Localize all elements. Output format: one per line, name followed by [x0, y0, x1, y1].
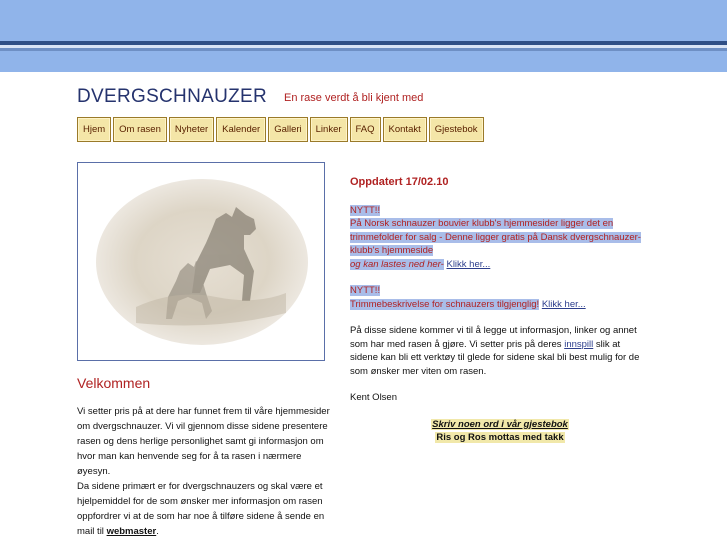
news-heading: NYTT!!: [350, 285, 381, 296]
welcome-paragraph: [77, 479, 332, 539]
nav-item-linker[interactable]: Linker: [310, 117, 348, 142]
news-text-italic: [350, 259, 444, 270]
info-text-part: slik at sidene kan bli ett verktøy til glede for sidene skal bli best mulig for de som ønsker mer viten om rasen.: [350, 338, 640, 377]
header-banner: [0, 0, 727, 72]
news-column: [350, 176, 650, 444]
welcome-text: [77, 404, 332, 539]
welcome-paragraph: Vi setter pris på at dere har funnet frem til våre hjemmesider om dvergschnauzer. Vi vil gjennom disse sidene presentere rasen og dens herlige personlighet samt gi informasjon om hvor man kan henvende seg for å ta rasen i nærmere øyesyn.: [77, 406, 330, 477]
nav-item-galleri[interactable]: Galleri: [268, 117, 307, 142]
info-text: [350, 324, 650, 378]
main-nav: [77, 117, 484, 142]
news-text: Trimmebeskrivelse for schnauzers tilgjenglig!: [350, 298, 540, 310]
banner-stripe: [0, 48, 727, 51]
updated-date: Oppdatert 17/02.10: [350, 176, 449, 188]
site-title: DVERGSCHNAUZER: [77, 86, 267, 107]
nav-item-faq[interactable]: FAQ: [350, 117, 381, 142]
news-heading: NYTT!!: [350, 204, 381, 216]
news-link[interactable]: Klikk her...: [541, 298, 586, 310]
guestbook-cta: [350, 418, 650, 444]
dog-photo: [96, 179, 308, 345]
news-link[interactable]: Klikk her...: [446, 258, 491, 270]
info-text-part: På disse sidene kommer vi til å legge ut informasjon, linker og annet som har med rasen å gjøre. Vi setter pris på deres: [350, 325, 637, 350]
guestbook-link[interactable]: [431, 419, 569, 430]
schnauzer-illustration: [96, 179, 308, 345]
news-italic: og kan lastes ned her-: [350, 258, 444, 270]
signature: Kent Olsen: [350, 392, 397, 403]
welcome-paragraph-text: Da sidene primært er for dvergschnauzers og skal være et hjelpemiddel for de som ønsker mer informasjon om rasen oppfordrer vi at de som har noe å tilføre sidene å sende en mail til: [77, 481, 325, 537]
nav-item-kalender[interactable]: Kalender: [216, 117, 266, 142]
nav-item-om-rasen[interactable]: Om rasen: [113, 117, 167, 142]
nav-item-kontakt[interactable]: Kontakt: [383, 117, 427, 142]
nav-item-hjem[interactable]: Hjem: [77, 117, 111, 142]
nav-item-nyheter[interactable]: Nyheter: [169, 117, 214, 142]
innspill-link[interactable]: innspill: [564, 338, 594, 350]
news-item: [350, 284, 650, 311]
nav-item-gjestebok[interactable]: Gjestebok: [429, 117, 484, 142]
news-text: På Norsk schnauzer bouvier klubb's hjemmesider ligger det en trimmefolder for salg - Denne ligger gratis på Dansk dvergschnauzer-klubb's hjemmeside: [350, 218, 641, 256]
news-item: [350, 204, 650, 272]
site-tagline: En rase verdt å bli kjent med: [284, 92, 424, 104]
webmaster-link[interactable]: webmaster: [106, 526, 157, 537]
welcome-heading: Velkommen: [77, 375, 151, 391]
guestbook-link-text: Skriv noen ord i vår gjestebok: [432, 418, 568, 430]
welcome-paragraph-text: .: [156, 526, 159, 537]
dog-photo-frame: [77, 162, 325, 361]
guestbook-subtext: Ris og Ros mottas med takk: [436, 431, 564, 443]
